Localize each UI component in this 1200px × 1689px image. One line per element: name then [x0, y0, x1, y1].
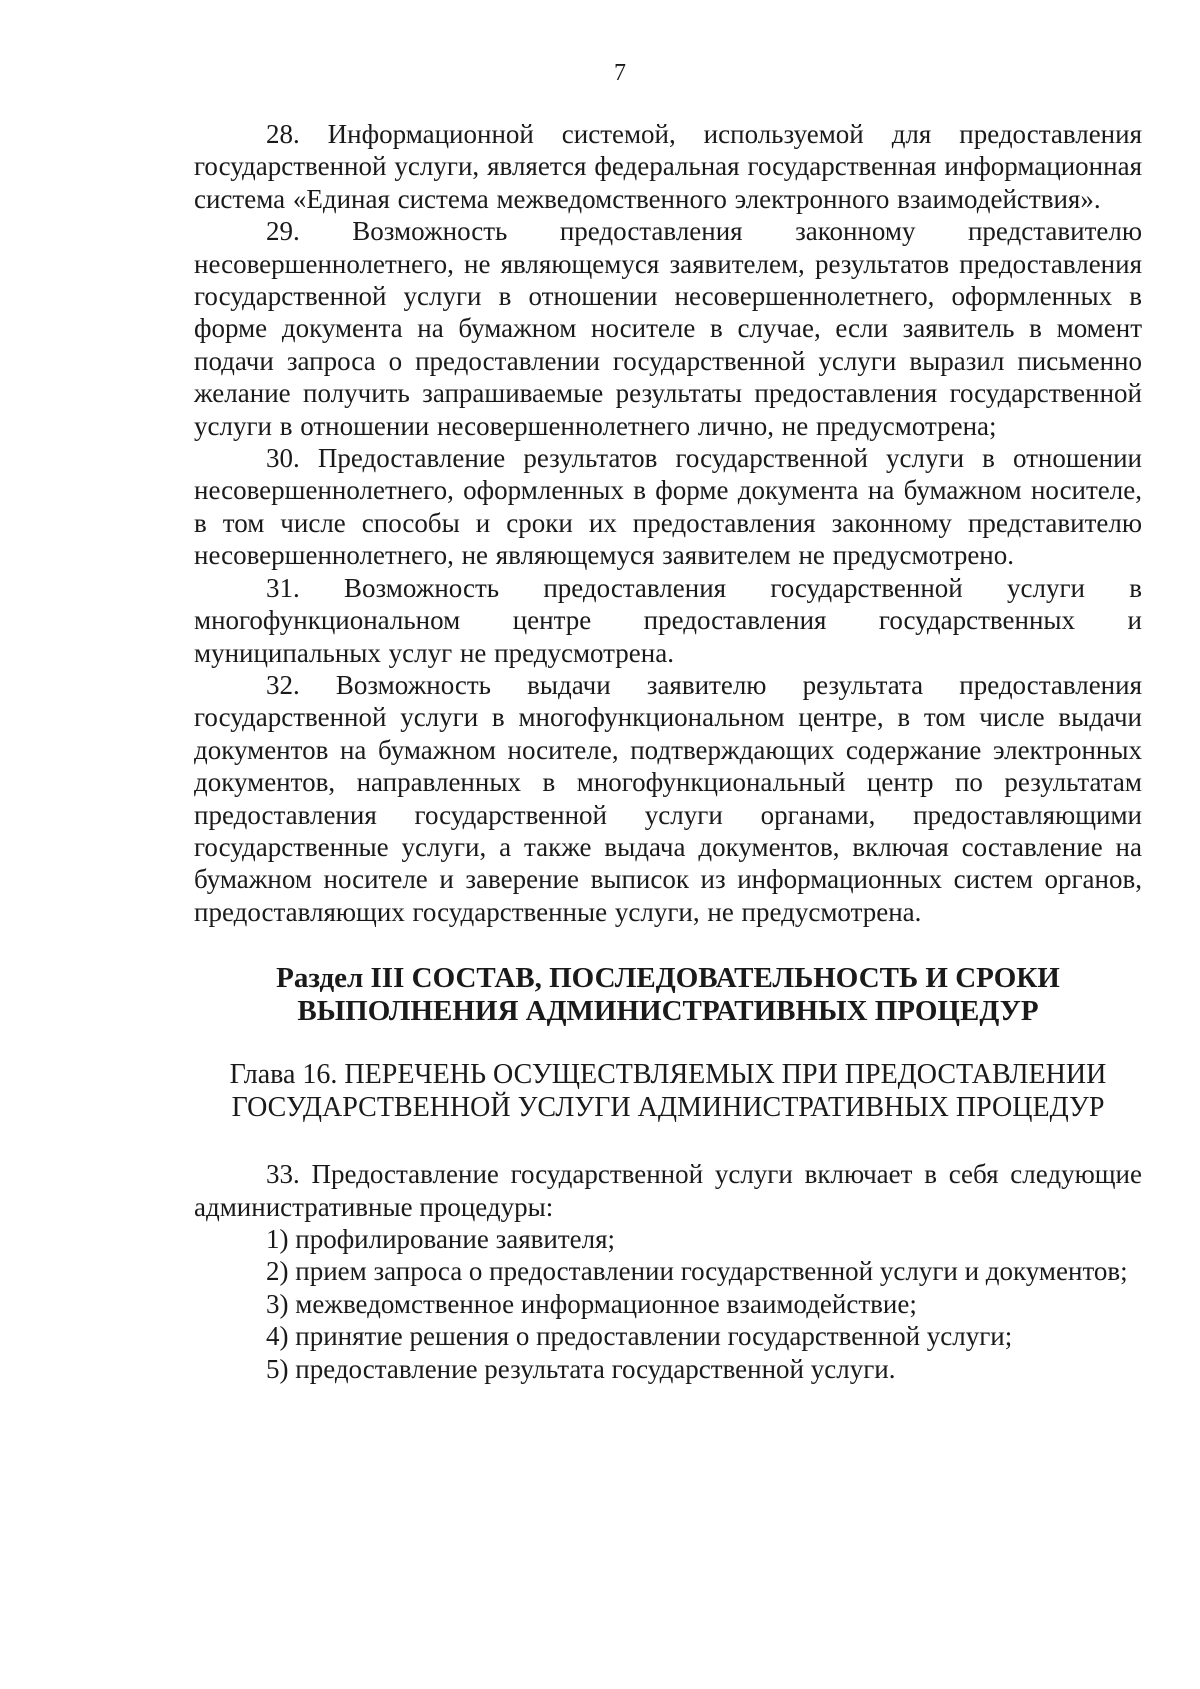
clause-33-intro: 33. Предоставление государственной услуги включает в себя следующие административные процедуры:: [194, 1159, 1142, 1222]
clause-33: [194, 1158, 1142, 1385]
page-number: 7: [614, 60, 626, 86]
procedure-item: 3) межведомственное информационное взаимодействие;: [266, 1288, 917, 1319]
procedure-item: 2) прием запроса о предоставлении государственной услуги и документов;: [266, 1256, 1128, 1287]
procedure-item: 4) принятие решения о предоставлении государственной услуги;: [266, 1321, 1013, 1352]
chapter-title-line-1: Глава 16. ПЕРЕЧЕНЬ ОСУЩЕСТВЛЯЕМЫХ ПРИ ПРЕДОСТАВЛЕНИИ: [229, 1059, 1107, 1091]
paragraph-29: 29. Возможность предоставления законному представителю несовершеннолетнего, не являющемуся заявителем, результатов предоставления государственной услуги в отношении несовершеннолетнего, оформленных в форме документа на бумажном носителе в случае, если заявитель в момент подачи запроса о предоставлении государственной услуги выразил письменно желание получить запрашиваемые результаты предоставления государственной услуги в отношении несовершеннолетнего лично, не предусмотрена;: [194, 216, 1142, 441]
paragraph-30: 30. Предоставление результатов государственной услуги в отношении несовершеннолетнего, оформленных в форме документа на бумажном носителе, в том числе способы и сроки их предоставления законному представителю несовершеннолетнего, не являющемуся заявителем не предусмотрено.: [194, 443, 1142, 571]
section-title-line-2: ВЫПОЛНЕНИЯ АДМИНИСТРАТИВНЫХ ПРОЦЕДУР: [297, 995, 1039, 1028]
paragraph-31: 31. Возможность предоставления государственной услуги в многофункциональном центре предоставления государственных и муниципальных услуг не предусмотрена.: [194, 572, 1142, 668]
section-title: [194, 962, 1142, 1028]
paragraph-32: 32. Возможность выдачи заявителю результата предоставления государственной услуги в многофункциональном центре, в том числе выдачи документов на бумажном носителе, подтверждающих содержание электронных документов, направленных в многофункциональный центр по результатам предоставления государственной услуги органами, предоставляющими государственные услуги, а также выдача документов, включая составление на бумажном носителе и заверение выписок из информационных систем органов, предоставляющих государственные услуги, не предусмотрена.: [194, 669, 1142, 927]
chapter-title: [194, 1058, 1142, 1124]
chapter-title-line-2: ГОСУДАРСТВЕННОЙ УСЛУГИ АДМИНИСТРАТИВНЫХ ПРОЦЕДУР: [231, 1092, 1105, 1124]
paragraph-28: 28. Информационной системой, используемой для предоставления государственной услуги, является федеральная государственная информационная система «Единая система межведомственного электронного взаимодействия».: [194, 119, 1142, 214]
section-title-line-1: Раздел III СОСТАВ, ПОСЛЕДОВАТЕЛЬНОСТЬ И СРОКИ: [276, 962, 1060, 995]
procedure-item: 5) предоставление результата государственной услуги.: [266, 1353, 896, 1384]
document-body: [194, 118, 1142, 1385]
procedure-item: 1) профилирование заявителя;: [266, 1223, 616, 1254]
